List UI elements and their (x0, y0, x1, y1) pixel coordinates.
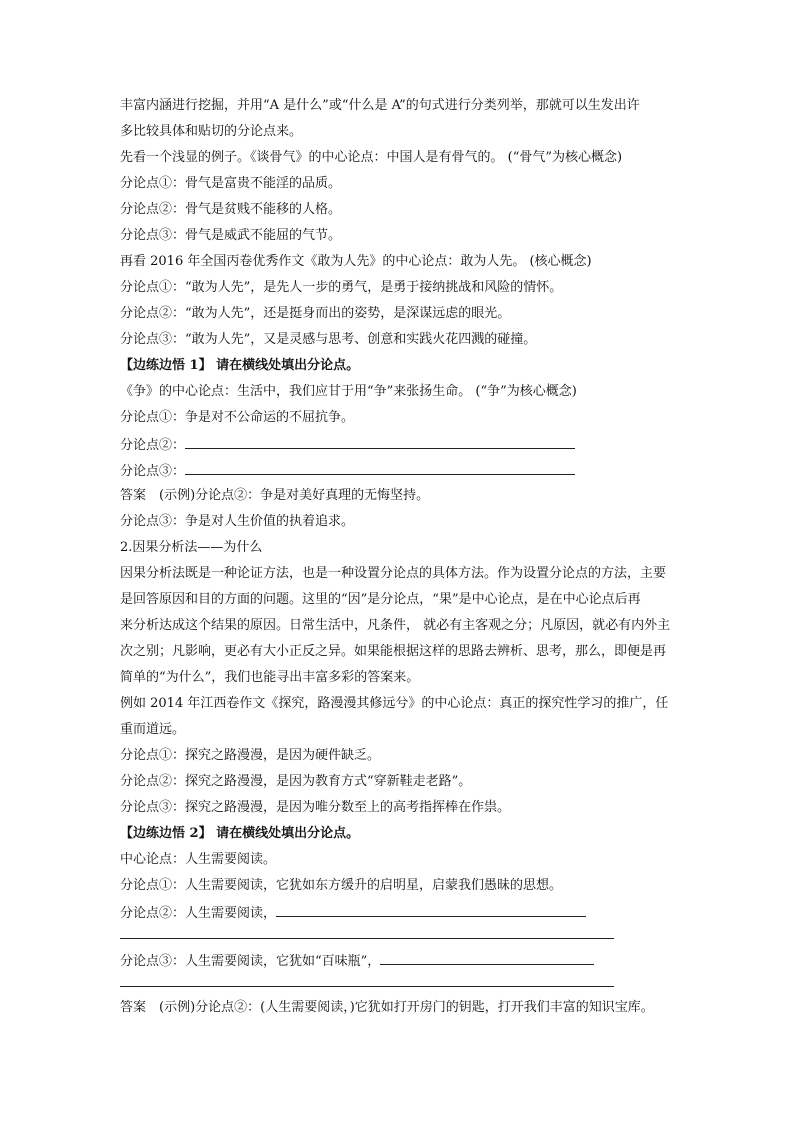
text-line: 先看一个浅显的例子。《谈骨气》的中心论点：中国人是有骨气的。 (“骨气”为核心概念) (120, 150, 623, 165)
section-heading: 2.因果分析法——为什么 (120, 540, 263, 555)
sub-point: 分论点③：“敢为人先”，又是灵感与思考、创意和实践火花四溅的碰撞。 (120, 332, 537, 347)
sub-point: 分论点①：骨气是富贵不能淫的品质。 (120, 176, 342, 191)
exercise-heading: 【边练边悟 2】 请在横线处填出分论点。 (120, 826, 360, 841)
text-line: 中心论点：人生需要阅读。 (120, 852, 277, 867)
sub-point: 分论点②：探究之路漫漫，是因为教育方式“穿新鞋走老路”。 (120, 774, 472, 789)
sub-point: 分论点③：探究之路漫漫，是因为唯分数至上的高考指挥棒在作祟。 (120, 800, 511, 815)
answer-blank[interactable] (380, 950, 594, 965)
text-line: 次之别；凡影响，更必有大小正反之异。如果能根据这样的思路去辨析、思考，那么，即便是再 (120, 644, 667, 659)
fill-label: 分论点②：人生需要阅读， (120, 906, 277, 921)
answer-text: 答案 (示例)分论点②：(人生需要阅读，)它犹如打开房门的钥匙，打开我们丰富的知识宝库。 (120, 1000, 654, 1015)
fill-line (120, 434, 575, 456)
text-line: 丰富内涵进行挖掘，并用“A 是什么”或“什么是 A”的句式进行分类列举，那就可以生发出许 (120, 98, 640, 113)
answer-blank[interactable] (185, 460, 575, 475)
text-line: 多比较具体和贴切的分论点来。 (120, 124, 303, 139)
fill-label: 分论点②： (120, 438, 186, 453)
answer-blank[interactable] (276, 902, 586, 917)
sub-point: 分论点①：“敢为人先”，是先人一步的勇气，是勇于接纳挑战和风险的情怀。 (120, 280, 563, 295)
sub-point: 分论点①：探究之路漫漫，是因为硬件缺乏。 (120, 748, 381, 763)
text-line: 例如 2014 年江西卷作文《探究，路漫漫其修远兮》的中心论点：真正的探究性学习的推广，任 (120, 696, 669, 711)
fill-label: 分论点③：人生需要阅读，它犹如“百味瓶”， (120, 954, 381, 969)
answer-text: 分论点③：争是对人生价值的执着追求。 (120, 514, 355, 529)
text-line: 来分析达成这个结果的原因。日常生活中，凡条件， 就必有主客观之分；凡原因，就必有内外主 (120, 618, 671, 633)
text-line: 再看 2016 年全国丙卷优秀作文《敢为人先》的中心论点：敢为人先。 (核心概念) (120, 254, 592, 269)
text-line: 简单的“为什么”，我们也能寻出丰富多彩的答案来。 (120, 670, 420, 685)
fill-label: 分论点③： (120, 464, 186, 479)
sub-point: 分论点①：争是对不公命运的不屈抗争。 (120, 410, 355, 425)
sub-point: 分论点②：“敢为人先”，还是挺身而出的姿势，是深谋远虑的眼光。 (120, 306, 511, 321)
text-line: 因果分析法既是一种论证方法，也是一种设置分论点的具体方法。作为设置分论点的方法，主要 (120, 566, 667, 581)
answer-text: 答案 (示例)分论点②：争是对美好真理的无悔坚持。 (120, 488, 430, 503)
sub-point: 分论点①：人生需要阅读，它犹如东方缓升的启明星，启蒙我们愚昧的思想。 (120, 878, 563, 893)
sub-point: 分论点③：骨气是威武不能屈的气节。 (120, 228, 342, 243)
answer-blank-line[interactable] (120, 938, 614, 939)
text-line: 《争》的中心论点：生活中，我们应甘于用“争”来张扬生命。 (“争”为核心概念) (120, 384, 577, 399)
answer-blank-line[interactable] (120, 986, 614, 987)
fill-line (120, 902, 586, 924)
text-line: 重而道远。 (120, 722, 186, 737)
fill-line (120, 460, 575, 482)
exercise-heading: 【边练边悟 1】 请在横线处填出分论点。 (120, 358, 360, 373)
fill-line (120, 950, 594, 972)
text-line: 是回答原因和目的方面的问题。这里的“因”是分论点，“果”是中心论点，是在中心论点后再 (120, 592, 641, 607)
answer-blank[interactable] (185, 434, 575, 449)
sub-point: 分论点②：骨气是贫贱不能移的人格。 (120, 202, 342, 217)
